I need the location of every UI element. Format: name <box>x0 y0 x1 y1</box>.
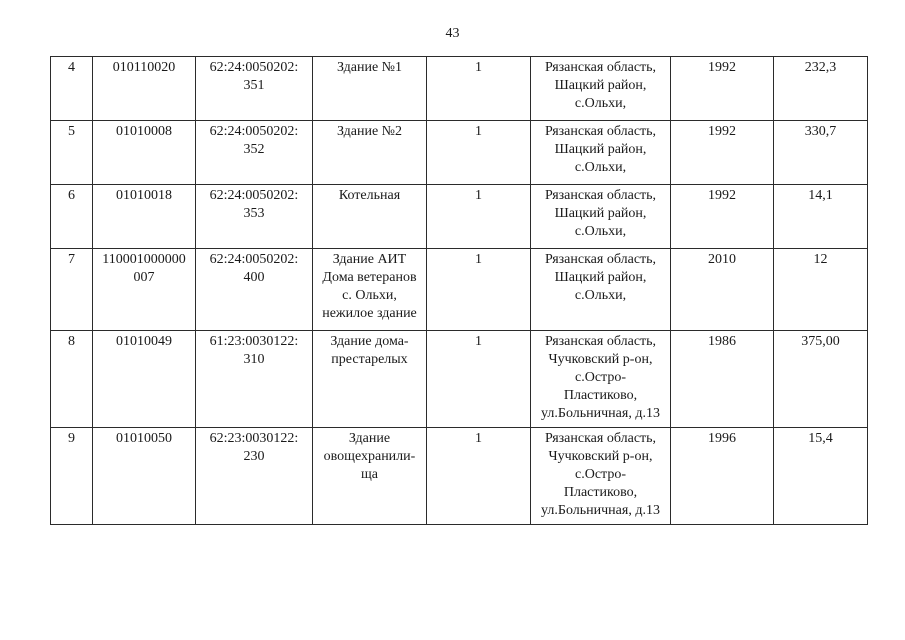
inventory-number: 110001000000 007 <box>93 249 196 331</box>
object-name: Здание №2 <box>313 121 427 185</box>
cadastral-number: 62:23:0030122: 230 <box>196 428 313 525</box>
table-row <box>51 249 868 331</box>
area: 375,00 <box>774 331 868 428</box>
cadastral-number: 62:24:0050202: 351 <box>196 57 313 121</box>
object-name: Здание дома- престарелых <box>313 331 427 428</box>
cadastral-number: 62:24:0050202: 400 <box>196 249 313 331</box>
quantity: 1 <box>427 428 531 525</box>
area: 12 <box>774 249 868 331</box>
area: 232,3 <box>774 57 868 121</box>
inventory-number: 01010018 <box>93 185 196 249</box>
row-number: 7 <box>51 249 93 331</box>
object-name: Здание АИТ Дома ветеранов с. Ольхи, нежилое здание <box>313 249 427 331</box>
table-row <box>51 428 868 525</box>
row-number: 6 <box>51 185 93 249</box>
year: 1992 <box>671 185 774 249</box>
year: 2010 <box>671 249 774 331</box>
area: 330,7 <box>774 121 868 185</box>
inventory-number: 010110020 <box>93 57 196 121</box>
cadastral-number: 62:24:0050202: 353 <box>196 185 313 249</box>
address: Рязанская область, Шацкий район, с.Ольхи, <box>531 121 671 185</box>
address: Рязанская область, Шацкий район, с.Ольхи, <box>531 249 671 331</box>
table-row <box>51 331 868 428</box>
inventory-number: 01010049 <box>93 331 196 428</box>
quantity: 1 <box>427 185 531 249</box>
year: 1992 <box>671 57 774 121</box>
address: Рязанская область, Шацкий район, с.Ольхи, <box>531 185 671 249</box>
address: Рязанская область, Чучковский р-он, с.Остро- Пластиково, ул.Больничная, д.13 <box>531 331 671 428</box>
object-name: Здание №1 <box>313 57 427 121</box>
row-number: 5 <box>51 121 93 185</box>
inventory-number: 01010008 <box>93 121 196 185</box>
cadastral-number: 61:23:0030122: 310 <box>196 331 313 428</box>
inventory-number: 01010050 <box>93 428 196 525</box>
object-name: Котельная <box>313 185 427 249</box>
row-number: 9 <box>51 428 93 525</box>
table-row <box>51 121 868 185</box>
quantity: 1 <box>427 57 531 121</box>
object-name: Здание овощехранили- ща <box>313 428 427 525</box>
year: 1992 <box>671 121 774 185</box>
quantity: 1 <box>427 331 531 428</box>
year: 1996 <box>671 428 774 525</box>
row-number: 4 <box>51 57 93 121</box>
page-number: 43 <box>445 26 460 41</box>
table-row <box>51 185 868 249</box>
table-row <box>51 57 868 121</box>
cadastral-number: 62:24:0050202: 352 <box>196 121 313 185</box>
quantity: 1 <box>427 249 531 331</box>
quantity: 1 <box>427 121 531 185</box>
year: 1986 <box>671 331 774 428</box>
row-number: 8 <box>51 331 93 428</box>
address: Рязанская область, Шацкий район, с.Ольхи, <box>531 57 671 121</box>
property-table <box>50 56 868 525</box>
area: 14,1 <box>774 185 868 249</box>
area: 15,4 <box>774 428 868 525</box>
address: Рязанская область, Чучковский р-он, с.Остро- Пластиково, ул.Больничная, д.13 <box>531 428 671 525</box>
